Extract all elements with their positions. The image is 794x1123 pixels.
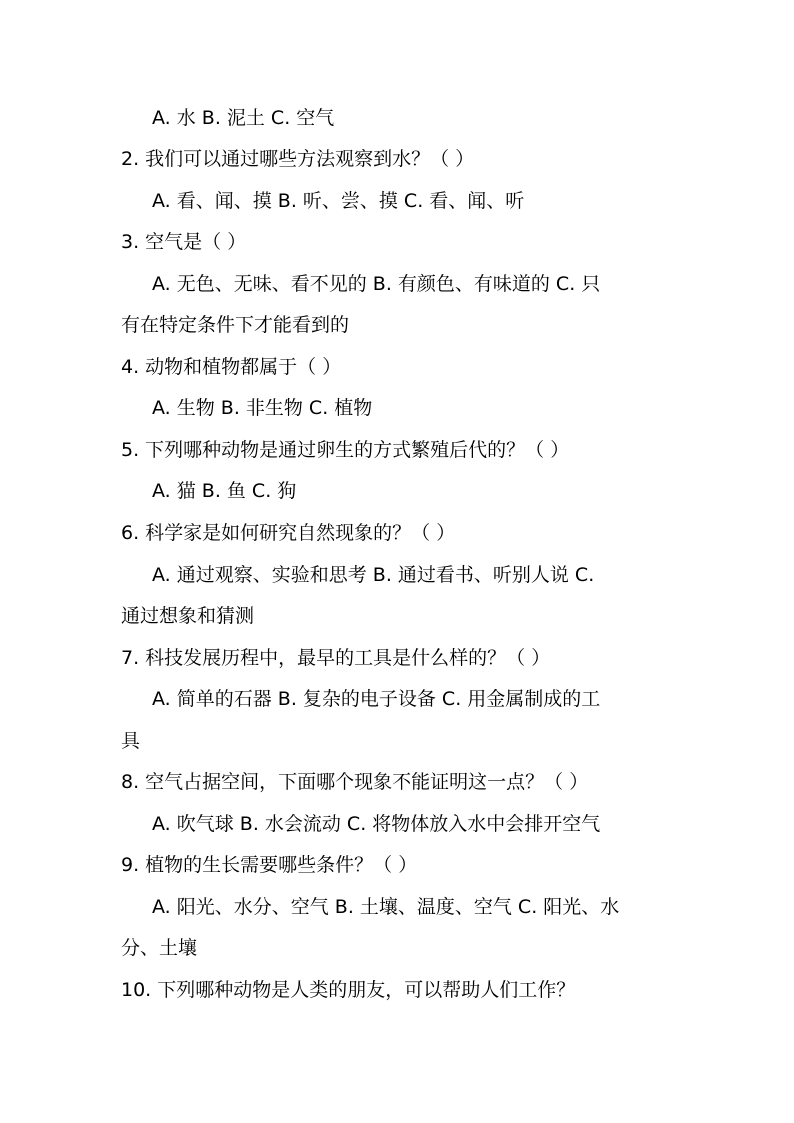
q7-question: 7. 科技发展历程中，最早的工具是什么样的？（ ）	[121, 647, 551, 669]
q9-question: 9. 植物的生长需要哪些条件？（ ）	[121, 854, 418, 876]
q7-options: A. 简单的石器 B. 复杂的电子设备 C. 用金属制成的工	[152, 688, 601, 710]
q4-options: A. 生物 B. 非生物 C. 植物	[152, 397, 373, 419]
q3-options: A. 无色、无味、看不见的 B. 有颜色、有味道的 C. 只	[152, 273, 601, 295]
q1-options: A. 水 B. 泥土 C. 空气	[152, 107, 335, 129]
q5-options: A. 猫 B. 鱼 C. 狗	[152, 480, 297, 502]
q9-options: A. 阳光、水分、空气 B. 土壤、温度、空气 C. 阳光、水	[152, 896, 620, 918]
q6-question: 6. 科学家是如何研究自然现象的？（ ）	[121, 522, 456, 544]
q6-options-continued: 通过想象和猜测	[121, 605, 255, 627]
q7-options-continued: 具	[121, 730, 141, 752]
q3-options-continued: 有在特定条件下才能看到的	[121, 314, 350, 336]
q3-question: 3. 空气是（ ）	[121, 231, 247, 253]
q2-question: 2. 我们可以通过哪些方法观察到水？（ ）	[121, 148, 475, 170]
q4-question: 4. 动物和植物都属于（ ）	[121, 356, 342, 378]
q8-options: A. 吹气球 B. 水会流动 C. 将物体放入水中会排开空气	[152, 813, 601, 835]
q9-options-continued: 分、土壤	[121, 937, 198, 959]
q5-question: 5. 下列哪种动物是通过卵生的方式繁殖后代的？（ ）	[121, 439, 570, 461]
q2-options: A. 看、闻、摸 B. 听、尝、摸 C. 看、闻、听	[152, 190, 525, 212]
q6-options: A. 通过观察、实验和思考 B. 通过看书、听别人说 C.	[152, 564, 595, 586]
q8-question: 8. 空气占据空间，下面哪个现象不能证明这一点？（ ）	[121, 771, 589, 793]
q10-question: 10. 下列哪种动物是人类的朋友，可以帮助人们工作？	[121, 979, 576, 1001]
